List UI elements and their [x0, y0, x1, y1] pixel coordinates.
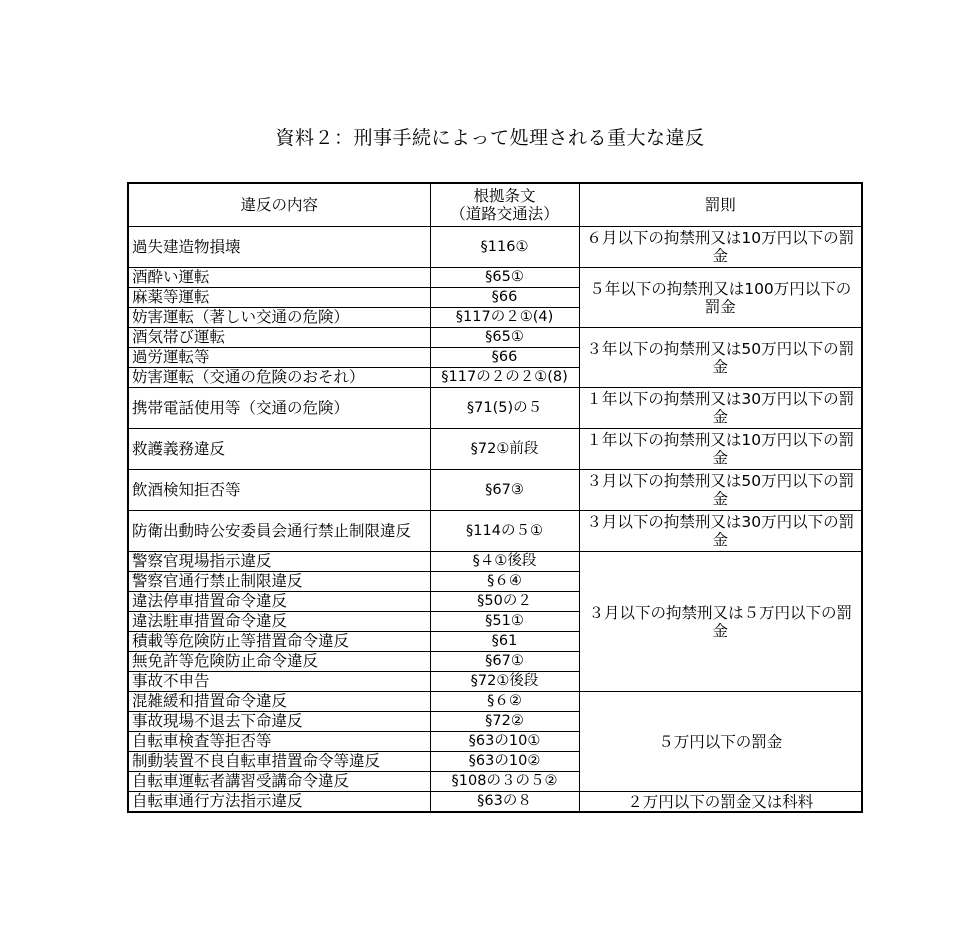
article-cell: §66 — [430, 348, 579, 368]
penalty-cell: ３年以下の拘禁刑又は50万円以下の罰金 — [579, 328, 862, 388]
table-row — [128, 692, 862, 712]
article-cell: §63の８ — [430, 792, 579, 813]
violation-cell: 違法停車措置命令違反 — [128, 592, 430, 612]
article-cell: §65① — [430, 328, 579, 348]
article-cell: §108の３の５② — [430, 772, 579, 792]
violation-cell: 防衛出動時公安委員会通行禁止制限違反 — [128, 511, 430, 552]
violation-cell: 混雑緩和措置命令違反 — [128, 692, 430, 712]
article-cell: §117の２の２①(8) — [430, 368, 579, 388]
penalty-cell: ３月以下の拘禁刑又は５万円以下の罰金 — [579, 552, 862, 692]
table-row — [128, 552, 862, 572]
table-row — [128, 227, 862, 268]
article-cell: §63の10② — [430, 752, 579, 772]
violation-cell: 自転車運転者講習受講命令違反 — [128, 772, 430, 792]
article-cell: §72①後段 — [430, 672, 579, 692]
penalty-cell: ３月以下の拘禁刑又は50万円以下の罰金 — [579, 470, 862, 511]
header-article — [430, 183, 579, 227]
violation-cell: 事故現場不退去下命違反 — [128, 712, 430, 732]
violation-cell: 制動装置不良自転車措置命令等違反 — [128, 752, 430, 772]
violation-cell: 飲酒検知拒否等 — [128, 470, 430, 511]
article-cell: §67③ — [430, 470, 579, 511]
violation-cell: 事故不申告 — [128, 672, 430, 692]
violations-table — [127, 182, 863, 813]
violation-cell: 自転車通行方法指示違反 — [128, 792, 430, 813]
violation-cell: 酒気帯び運転 — [128, 328, 430, 348]
violation-cell: 無免許等危険防止命令違反 — [128, 652, 430, 672]
violation-cell: 妨害運転（交通の危険のおそれ） — [128, 368, 430, 388]
article-cell: §66 — [430, 288, 579, 308]
penalty-cell: ２万円以下の罰金又は科料 — [579, 792, 862, 813]
article-cell: §65① — [430, 268, 579, 288]
table-row — [128, 388, 862, 429]
violation-cell: 積載等危険防止等措置命令違反 — [128, 632, 430, 652]
table-row — [128, 470, 862, 511]
violation-cell: 酒酔い運転 — [128, 268, 430, 288]
violation-cell: 携帯電話使用等（交通の危険） — [128, 388, 430, 429]
violation-cell: 麻薬等運転 — [128, 288, 430, 308]
penalty-cell: １年以下の拘禁刑又は10万円以下の罰金 — [579, 429, 862, 470]
violation-cell: 救護義務違反 — [128, 429, 430, 470]
article-cell: §４①後段 — [430, 552, 579, 572]
article-cell: §71(5)の５ — [430, 388, 579, 429]
table-header-row — [128, 183, 862, 227]
table-row — [128, 792, 862, 813]
header-penalty: 罰則 — [579, 183, 862, 227]
article-cell: §72② — [430, 712, 579, 732]
article-cell: §117の２①(4) — [430, 308, 579, 328]
violation-cell: 自転車検査等拒否等 — [128, 732, 430, 752]
article-cell: §116① — [430, 227, 579, 268]
header-violation: 違反の内容 — [128, 183, 430, 227]
article-cell: §６④ — [430, 572, 579, 592]
page-title: 資料２：刑事手続によって処理される重大な違反 — [275, 127, 705, 149]
table-row — [128, 268, 862, 288]
article-cell: §６② — [430, 692, 579, 712]
table-row — [128, 511, 862, 552]
article-cell: §63の10① — [430, 732, 579, 752]
violation-cell: 警察官通行禁止制限違反 — [128, 572, 430, 592]
article-cell: §67① — [430, 652, 579, 672]
violation-cell: 妨害運転（著しい交通の危険） — [128, 308, 430, 328]
article-cell: §51① — [430, 612, 579, 632]
article-cell: §61 — [430, 632, 579, 652]
violation-cell: 警察官現場指示違反 — [128, 552, 430, 572]
penalty-cell: ６月以下の拘禁刑又は10万円以下の罰金 — [579, 227, 862, 268]
violation-cell: 過失建造物損壊 — [128, 227, 430, 268]
article-cell: §50の２ — [430, 592, 579, 612]
penalty-cell: ５年以下の拘禁刑又は100万円以下の罰金 — [579, 268, 862, 328]
header-article-line1: 根拠条文 — [473, 187, 536, 205]
violation-cell: 過労運転等 — [128, 348, 430, 368]
header-article-line2: （道路交通法） — [450, 205, 559, 223]
penalty-cell: ３月以下の拘禁刑又は30万円以下の罰金 — [579, 511, 862, 552]
table-row — [128, 429, 862, 470]
penalty-cell: ５万円以下の罰金 — [579, 692, 862, 792]
table-row — [128, 328, 862, 348]
article-cell: §72①前段 — [430, 429, 579, 470]
penalty-cell: １年以下の拘禁刑又は30万円以下の罰金 — [579, 388, 862, 429]
violation-cell: 違法駐車措置命令違反 — [128, 612, 430, 632]
article-cell: §114の５① — [430, 511, 579, 552]
